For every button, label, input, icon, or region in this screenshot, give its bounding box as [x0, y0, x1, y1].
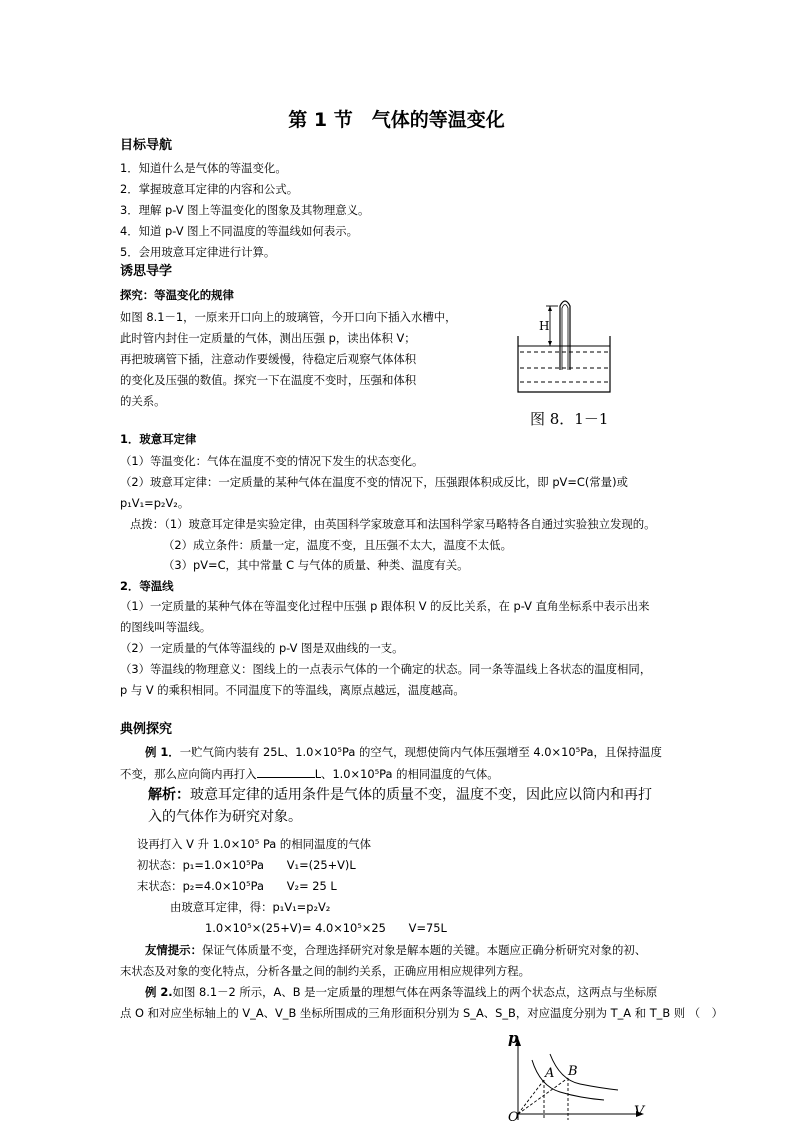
answer-blank	[257, 765, 315, 778]
analysis-text: 玻意耳定律的适用条件是气体的质量不变，温度不变，因此应以筒内和再打	[190, 787, 652, 803]
graph-origin: O	[508, 1110, 519, 1125]
explore-line: 如图 8.1－1，一原来开口向上的玻璃管，今开口向下插入水槽中，	[120, 310, 457, 324]
example1-text: 不变，那么应向筒内再打入	[120, 767, 257, 781]
examples-heading: 典例探究	[120, 722, 173, 737]
tip-line	[145, 942, 646, 958]
section1-line: （2）成立条件：质量一定，温度不变，且压强不太大，温度不太低。	[163, 538, 512, 552]
page-title: 第 1 节 气体的等温变化	[288, 109, 505, 131]
analysis-line: 入的气体作为研究对象。	[148, 809, 302, 825]
guide-heading: 诱思导学	[120, 264, 173, 279]
calc-line: 设再打入 V 升 1.0×10⁵ Pa 的相同温度的气体	[137, 837, 372, 851]
tip-label: 友情提示：	[145, 943, 202, 957]
graph-axis-v: V	[634, 1104, 645, 1120]
graph-axis-p: p	[508, 1029, 519, 1047]
example2-line	[145, 984, 657, 1000]
section2-line: （2）一定质量的气体等温线的 p-V 图是双曲线的一支。	[120, 641, 404, 655]
section2-line: 的图线叫等温线。	[120, 620, 212, 634]
section2-line: p 与 V 的乘积相同。不同温度下的等温线，离原点越远，温度越高。	[120, 683, 465, 697]
tip-text: 保证气体质量不变，合理选择研究对象是解本题的关键。本题应正确分析研究对象的初、	[201, 943, 647, 957]
section2-heading: 2．等温线	[120, 579, 174, 593]
tube-in-water-figure	[512, 290, 622, 402]
section1-line: （1）等温变化：气体在温度不变的情况下发生的状态变化。	[120, 454, 424, 468]
example1-text: L、1.0×10⁵Pa 的相同温度的气体。	[314, 767, 499, 781]
analysis-label: 解析：	[148, 787, 190, 803]
objective-item: 4．知道 p-V 图上不同温度的等温线如何表示。	[120, 224, 358, 238]
section1-heading: 1．玻意耳定律	[120, 432, 197, 446]
example2-text: 如图 8.1－2 所示，A、B 是一定质量的理想气体在两条等温线上的两个状态点，这两点与坐标原	[172, 985, 658, 999]
explore-heading: 探究：等温变化的规律	[120, 288, 234, 302]
calc-line: 末状态：p₂=4.0×10⁵Pa V₂= 25 L	[137, 879, 337, 893]
example2-line: 点 O 和对应坐标轴上的 V_A、V_B 坐标所围成的三角形面积分别为 S_A、S_B，对应温度分别为 T_A 和 T_B 则 （ ）	[120, 1006, 723, 1020]
objective-item: 1．知道什么是气体的等温变化。	[120, 161, 287, 175]
analysis-line	[148, 785, 652, 805]
explore-line: 再把玻璃管下插，注意动作要缓慢，待稳定后观察气体体积	[120, 352, 417, 366]
objective-item: 2．掌握玻意耳定律的内容和公式。	[120, 182, 299, 196]
calc-line: 初状态：p₁=1.0×10⁵Pa V₁=(25+V)L	[137, 858, 356, 872]
example2-label: 例 2.	[145, 985, 173, 999]
example1-text: 一贮气筒内装有 25L、1.0×10⁵Pa 的空气，现想使筒内气体压强增至 4.0×10⁵Pa，且保持温度	[179, 745, 662, 759]
figure-caption: 图 8．1－1	[530, 410, 609, 428]
figure-label-h: H	[539, 319, 550, 333]
tip-line: 末状态及对象的变化特点，分析各量之间的制约关系，正确应用相应规律列方程。	[120, 964, 531, 978]
explore-line: 的关系。	[120, 394, 166, 408]
section1-line: p₁V₁=p₂V₂。	[120, 496, 190, 510]
objective-item: 3．理解 p-V 图上等温变化的图象及其物理意义。	[120, 203, 370, 217]
graph-point-b: B	[568, 1064, 578, 1079]
calc-line: 1.0×10⁵×(25+V)= 4.0×10⁵×25 V=75L	[205, 921, 447, 935]
graph-point-a: A	[545, 1066, 555, 1081]
section1-line: （3）pV=C，其中常量 C 与气体的质量、种类、温度有关。	[163, 558, 469, 572]
calc-line: 由玻意耳定律，得：p₁V₁=p₂V₂	[170, 900, 331, 914]
explore-line: 的变化及压强的数值。探究一下在温度不变时，压强和体积	[120, 373, 417, 387]
example1-line	[120, 765, 499, 782]
example1-line	[145, 744, 662, 760]
section1-line: （2）玻意耳定律：一定质量的某种气体在温度不变的情况下，压强跟体积成反比，即 pV=C(常量)或	[120, 475, 628, 489]
section1-line: 点拨：（1）玻意耳定律是实验定律，由英国科学家玻意耳和法国科学家马略特各自通过实验独立发现的。	[130, 517, 656, 531]
example1-label: 例 1．	[145, 745, 180, 759]
objectives-heading: 目标导航	[120, 138, 173, 153]
section2-line: （3）等温线的物理意义：图线上的一点表示气体的一个确定的状态。同一条等温线上各状态的温度相同，	[120, 662, 652, 676]
section2-line: （1）一定质量的某种气体在等温变化过程中压强 p 跟体积 V 的反比关系，在 p-V 直角坐标系中表示出来	[120, 599, 650, 613]
explore-line: 此时管内封住一定质量的气体，测出压强 p，读出体积 V；	[120, 331, 416, 345]
objective-item: 5．会用玻意耳定律进行计算。	[120, 245, 276, 259]
